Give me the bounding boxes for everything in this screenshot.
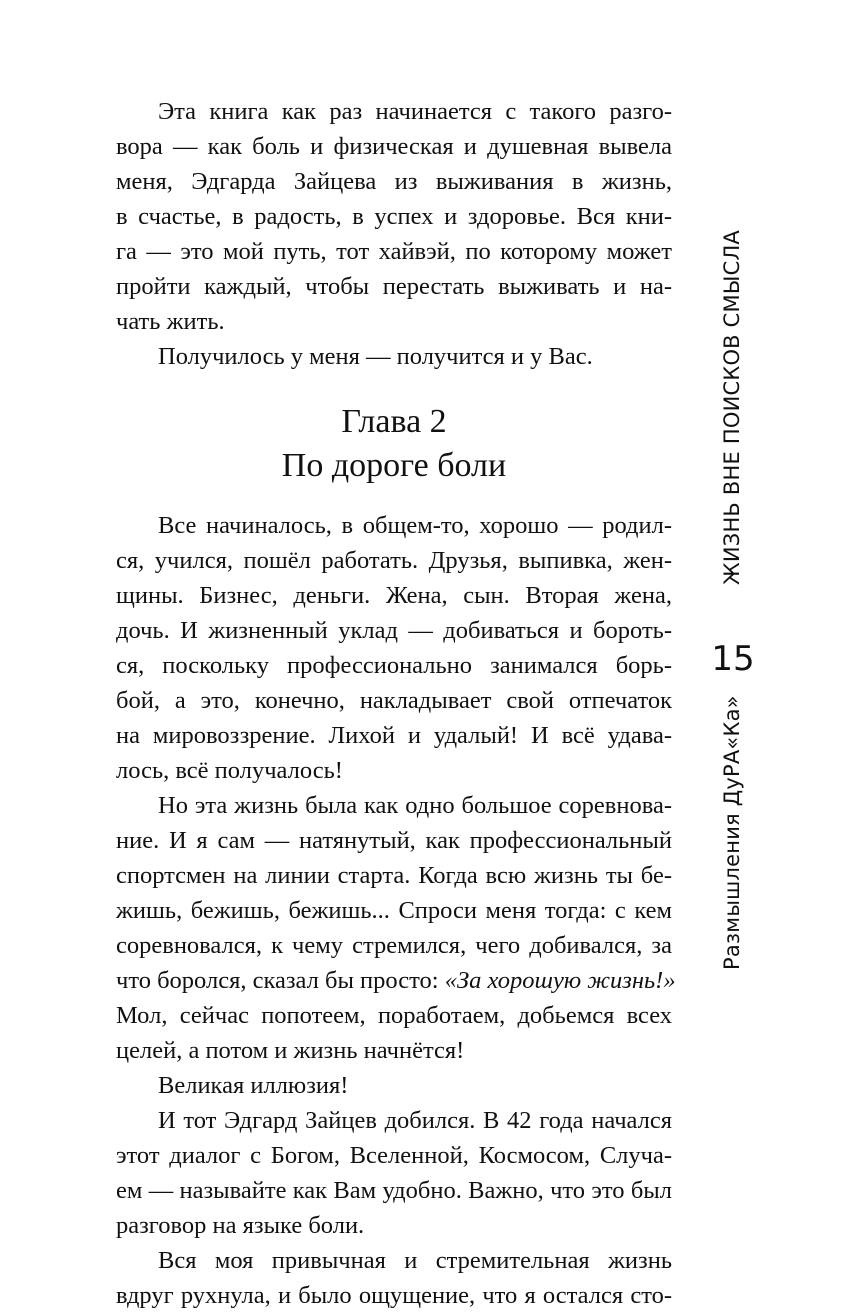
body-paragraphs	[116, 508, 676, 1313]
text-line: ние. И я сам — натянутый, как профессиональный	[116, 827, 672, 854]
text-line: соревновался, к чему стремился, чего добивался, за	[116, 932, 672, 959]
text-line: ем — называйте как Вам удобно. Важно, что это был	[116, 1177, 672, 1204]
text-line: этот диалог с Богом, Вселенной, Космосом, Случа-	[116, 1142, 672, 1169]
text-line: жишь, бежишь, бежишь... Спроси меня тогда: с кем	[116, 897, 672, 924]
text-line: вора — как боль и физическая и душевная вывела	[116, 133, 672, 160]
chapter-number: Глава 2	[341, 403, 447, 440]
italic-quote: «За хорошую жизнь!»	[444, 967, 676, 994]
text-line: чать жить.	[116, 308, 225, 335]
text-line: ся, поскольку профессионально занимался борь-	[116, 652, 672, 679]
text-line: Эта книга как раз начинается с такого разго-	[158, 98, 672, 125]
text-line: на мировоззрение. Лихой и удалый! И всё удава-	[116, 722, 672, 749]
intro-paragraphs	[116, 94, 672, 374]
text-line: Получилось у меня — получится и у Вас.	[158, 343, 593, 370]
text-line-with-quote	[116, 963, 676, 998]
text-line: ся, учился, пошёл работать. Друзья, выпивка, жен-	[116, 547, 672, 574]
text-line: Мол, сейчас попотеем, поработаем, добьемся всех	[116, 1002, 672, 1029]
text-line: Великая иллюзия!	[158, 1072, 349, 1099]
chapter-heading	[116, 400, 672, 488]
text-line: вдруг рухнула, и было ощущение, что я остался сто-	[116, 1282, 672, 1309]
text-line: меня, Эдгарда Зайцева из выживания в жизнь,	[116, 168, 672, 195]
text-line: бой, а это, конечно, накладывает свой отпечаток	[116, 687, 672, 714]
text-line: дочь. И жизненный уклад — добиваться и бороть-	[116, 617, 672, 644]
text-line: в счастье, в радость, в успех и здоровье. Вся кни-	[116, 203, 672, 230]
text-segment: что боролся, сказал бы просто:	[116, 967, 439, 994]
running-head-left: Размышления ДуРА«Ка»	[720, 695, 744, 970]
chapter-title: По дороге боли	[281, 447, 507, 484]
text-line: целей, а потом и жизнь начнётся!	[116, 1037, 465, 1064]
text-line: разговор на языке боли.	[116, 1212, 365, 1239]
text-line: Все начиналось, в общем-то, хорошо — родил-	[158, 512, 672, 539]
running-head-text	[712, 230, 752, 970]
text-line: Но эта жизнь была как одно большое соревнова-	[158, 792, 672, 819]
text-line: пройти каждый, чтобы перестать выживать и на-	[116, 273, 672, 300]
text-line: И тот Эдгард Зайцев добился. В 42 года начался	[158, 1107, 672, 1134]
text-line: лось, всё получалось!	[116, 757, 343, 784]
text-line: щины. Бизнес, деньги. Жена, сын. Вторая жена,	[116, 582, 672, 609]
text-line: Вся моя привычная и стремительная жизнь	[158, 1247, 672, 1274]
text-line: га — это мой путь, тот хайвэй, по которому может	[116, 238, 672, 265]
text-line: спортсмен на линии старта. Когда всю жизнь ты бе-	[116, 862, 672, 889]
running-head-right: ЖИЗНЬ ВНЕ ПОИСКОВ СМЫСЛА	[720, 230, 744, 585]
page-number: 15	[711, 639, 755, 679]
side-running-head	[702, 230, 762, 970]
